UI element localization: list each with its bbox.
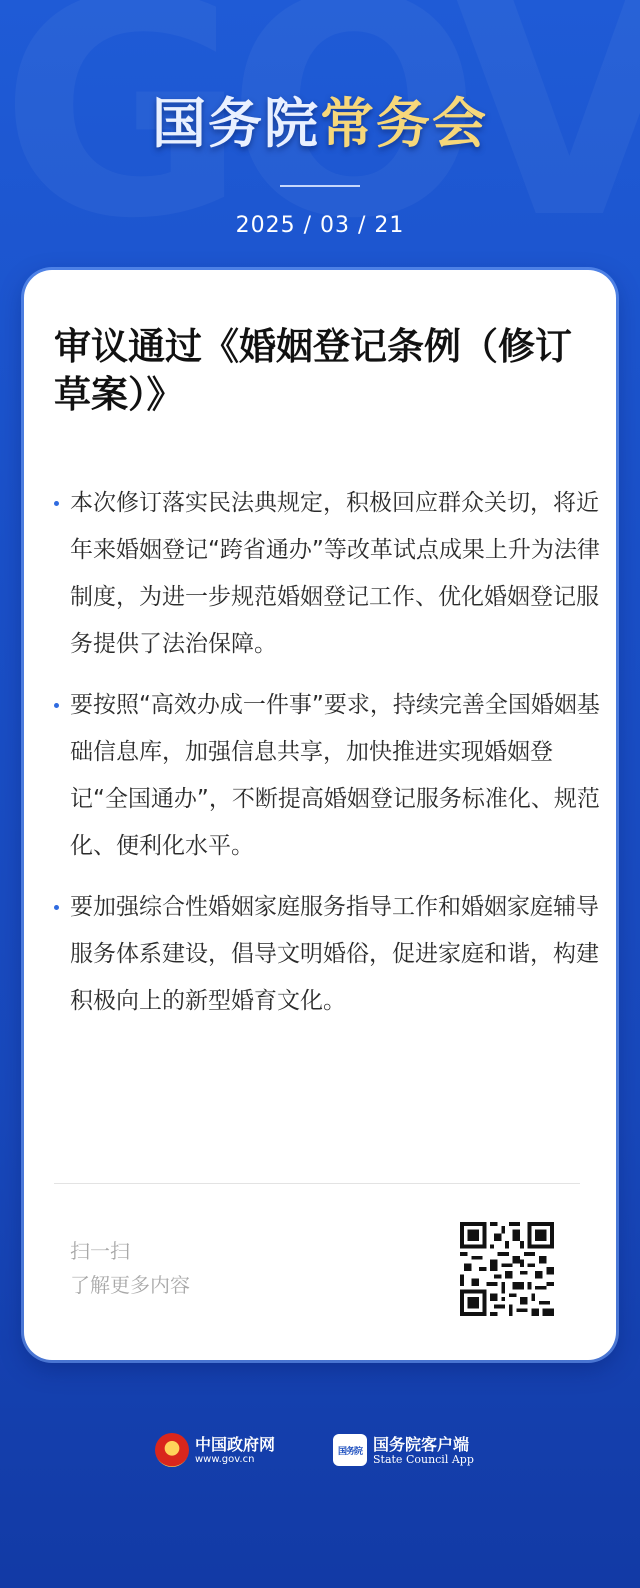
app-name: 国务院客户端 — [373, 1434, 470, 1454]
content-card — [24, 270, 616, 1360]
brand-gov-link[interactable] — [155, 1430, 275, 1470]
header-divider — [280, 185, 360, 187]
point-text: 要按照“高效办成一件事”要求，持续完善全国婚姻基础信息库，加强信息共享，加快推进实现婚姻登记“全国通办”，不断提高婚姻登记服务标准化、规范化、便利化水平。 — [70, 692, 600, 859]
footer — [0, 1430, 640, 1474]
bullet-dot-icon — [54, 703, 59, 708]
card-divider — [54, 1183, 580, 1184]
point-text: 要加强综合性婚姻家庭服务指导工作和婚姻家庭辅导服务体系建设，倡导文明婚俗，促进家庭和谐，构建积极向上的新型婚育文化。 — [70, 894, 599, 1014]
point-text: 本次修订落实民法典规定，积极回应群众关切，将近年来婚姻登记“跨省通办”等改革试点成果上升为法律制度，为进一步规范婚姻登记工作、优化婚姻登记服务提供了法治保障。 — [70, 490, 600, 657]
header-date: 2025 / 03 / 21 — [235, 213, 405, 238]
qr-code-icon[interactable] — [460, 1222, 554, 1316]
page-title — [0, 92, 640, 156]
scan-prompt: 扫一扫 — [70, 1239, 130, 1263]
bullet-dot-icon — [54, 905, 59, 910]
scan-subtext: 了解更多内容 — [70, 1273, 190, 1297]
points-list — [54, 480, 606, 1039]
app-icon-label: 国务院 — [337, 1446, 362, 1457]
bullet-dot-icon — [54, 501, 59, 506]
page-title-part2: 常务会 — [320, 92, 488, 155]
brand-app-link[interactable] — [333, 1430, 474, 1470]
state-council-app-icon — [333, 1434, 367, 1466]
list-item — [54, 682, 606, 870]
list-item — [54, 480, 606, 668]
card-title: 审议通过《婚姻登记条例（修订草案）》 — [54, 324, 572, 416]
list-item — [54, 884, 606, 1025]
national-emblem-icon — [155, 1433, 189, 1467]
gov-site-url: www.gov.cn — [195, 1453, 255, 1465]
app-english-name: State Council App — [373, 1452, 474, 1466]
page-title-part1: 国务院 — [152, 92, 320, 155]
gov-site-name: 中国政府网 — [195, 1434, 276, 1454]
